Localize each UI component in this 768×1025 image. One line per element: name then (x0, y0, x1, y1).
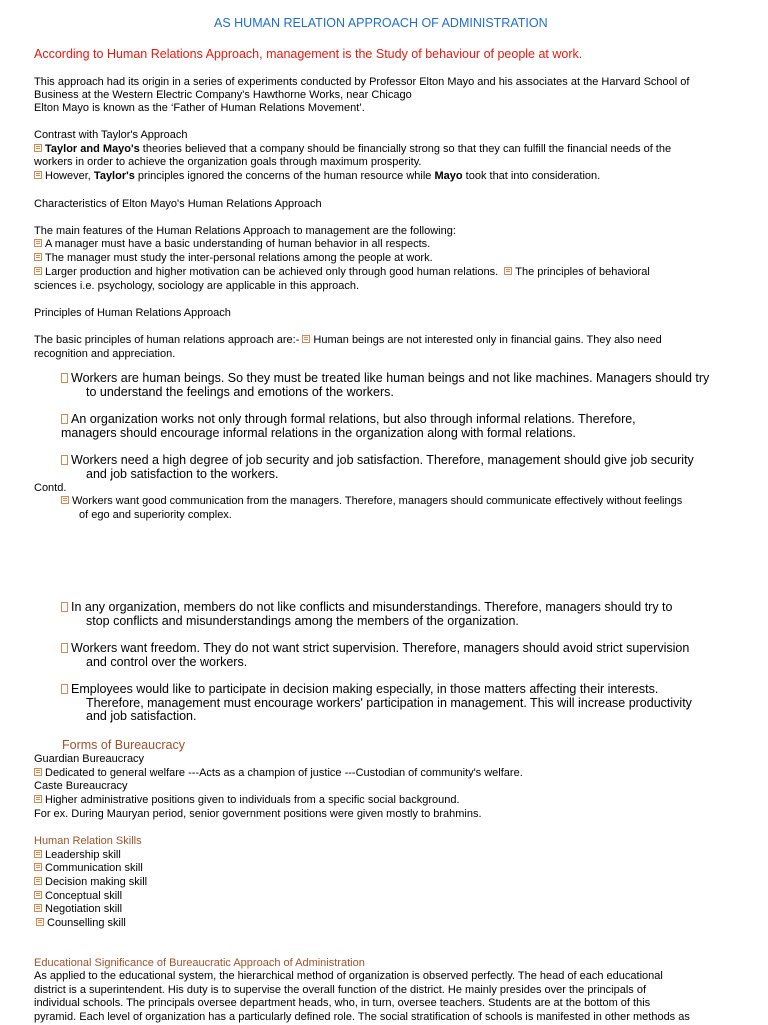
bullet-box-icon (302, 335, 310, 343)
bullet-box-icon (34, 877, 42, 885)
skill-item: Counselling skill (36, 917, 126, 931)
educational-line: pyramid. Each level of organization has a particularly defined role. The social stratification of schools is manifested in other methods as (34, 1011, 690, 1023)
skill-item: Leadership skill (34, 849, 121, 863)
bullet-box-icon (34, 795, 42, 803)
bullet-box-icon (61, 602, 68, 612)
contrast-para-1: Taylor and Mayo's theories believed that a company should be financially strong so that they can fulfill the financial needs of the (34, 143, 671, 157)
principle-item: In any organization, members do not like conflicts and misunderstandings. Therefore, managers should try to (61, 600, 672, 615)
bullet-box-icon (34, 267, 42, 275)
principle-item: Workers need a high degree of job security and job satisfaction. Therefore, management should give job security (61, 453, 694, 468)
principles-intro-line-2: recognition and appreciation. (34, 348, 176, 360)
document-title: AS HUMAN RELATION APPROACH OF ADMINISTRATION (214, 16, 548, 30)
bullet-box-icon (34, 239, 42, 247)
skill-item: Decision making skill (34, 876, 147, 890)
principle-item-cont: and job satisfaction to the workers. (86, 467, 279, 481)
guardian-bureaucracy-label: Guardian Bureaucracy (34, 753, 145, 765)
bullet-box-icon (61, 373, 68, 383)
bullet-box-icon (34, 904, 42, 912)
bullet-box-icon (34, 253, 42, 261)
bullet-box-icon (34, 863, 42, 871)
bureaucracy-example: For ex. During Mauryan period, senior government positions were given mostly to brahmins. (34, 808, 482, 820)
origin-line-3: Elton Mayo is known as the ‘Father of Human Relations Movement’. (34, 102, 365, 114)
origin-line-1: This approach had its origin in a series of experiments conducted by Professor Elton Mayo and his associates at the Harvard School of (34, 76, 690, 88)
caste-bureaucracy-label: Caste Bureaucracy (34, 780, 128, 792)
bullet-box-icon (504, 267, 512, 275)
guardian-bureaucracy-item: Dedicated to general welfare ---Acts as a champion of justice ---Custodian of community's welfare. (34, 767, 523, 781)
characteristics-item: A manager must have a basic understanding of human behavior in all respects. (34, 238, 430, 252)
contrast-heading: Contrast with Taylor's Approach (34, 129, 188, 141)
principle-item-cont: stop conflicts and misunderstandings among the members of the organization. (86, 614, 519, 628)
principle-item: Workers are human beings. So they must be treated like human beings and not like machines. Managers should try (61, 371, 709, 386)
bullet-box-icon (34, 850, 42, 858)
principle-item: Workers want freedom. They do not want strict supervision. Therefore, managers should avoid strict supervision (61, 641, 689, 656)
educational-line: individual schools. The principals oversee department heads, who, in turn, oversee teachers. Students are at the bottom of this (34, 997, 651, 1009)
principles-intro: The basic principles of human relations approach are:- Human beings are not interested only in financial gains. They also need (34, 334, 662, 346)
caste-bureaucracy-item: Higher administrative positions given to individuals from a specific social background. (34, 794, 460, 808)
characteristics-item: The manager must study the inter-personal relations among the people at work. (34, 252, 433, 266)
principle-item: Employees would like to participate in decision making especially, in those matters affecting their interests. (61, 682, 658, 697)
principle-item: An organization works not only through formal relations, but also through informal relations. Therefore, (61, 412, 636, 427)
bullet-box-icon (61, 496, 69, 504)
skill-item: Negotiation skill (34, 903, 122, 917)
bullet-box-icon (61, 684, 68, 694)
characteristics-item-line-2: sciences i.e. psychology, sociology are applicable in this approach. (34, 280, 360, 292)
definition-text: According to Human Relations Approach, management is the Study of behaviour of people at work. (34, 47, 583, 61)
bullet-box-icon (61, 455, 68, 465)
educational-heading: Educational Significance of Bureaucratic Approach of Administration (34, 957, 365, 969)
skills-heading: Human Relation Skills (34, 835, 142, 847)
contrast-para-1-line-2: workers in order to achieve the organization goals through maximum prosperity. (34, 156, 422, 168)
educational-line: As applied to the educational system, the hierarchical method of organization is observed perfectly. The head of each educational (34, 970, 663, 982)
principle-item: Workers want good communication from the managers. Therefore, managers should communicate effectively without feelings (61, 495, 682, 509)
principle-item-cont: of ego and superiority complex. (79, 509, 232, 521)
principle-item-cont: managers should encourage informal relations in the organization along with formal relations. (61, 426, 576, 440)
skill-item: Conceptual skill (34, 890, 122, 904)
bullet-box-icon (34, 171, 42, 179)
bullet-box-icon (36, 918, 44, 926)
bullet-box-icon (61, 414, 68, 424)
origin-line-2: Business at the Western Electric Company's Hawthorne Works, near Chicago (34, 89, 412, 101)
characteristics-heading: Characteristics of Elton Mayo's Human Relations Approach (34, 198, 322, 210)
principle-item-cont: to understand the feelings and emotions of the workers. (86, 385, 394, 399)
bullet-box-icon (61, 643, 68, 653)
contd-label: Contd. (34, 482, 67, 494)
principle-item-cont: and control over the workers. (86, 655, 248, 669)
bullet-box-icon (34, 144, 42, 152)
characteristics-item: Larger production and higher motivation can be achieved only through good human relations. The principles of behavioral (34, 266, 650, 280)
characteristics-intro: The main features of the Human Relations Approach to management are the following: (34, 225, 456, 237)
principles-heading: Principles of Human Relations Approach (34, 307, 231, 319)
skill-item: Communication skill (34, 862, 143, 876)
bureaucracy-heading: Forms of Bureaucracy (62, 738, 185, 752)
bullet-box-icon (34, 891, 42, 899)
principle-item-cont: Therefore, management must encourage workers' participation in management. This will increase productivity (86, 696, 692, 710)
contrast-para-2: However, Taylor's principles ignored the concerns of the human resource while Mayo took that into consideration. (34, 170, 600, 184)
bullet-box-icon (34, 768, 42, 776)
educational-line: district is a superintendent. His duty is to supervise the overall function of the district. He mainly presides over the principals of (34, 984, 647, 996)
principle-item-cont: and job satisfaction. (86, 709, 197, 723)
